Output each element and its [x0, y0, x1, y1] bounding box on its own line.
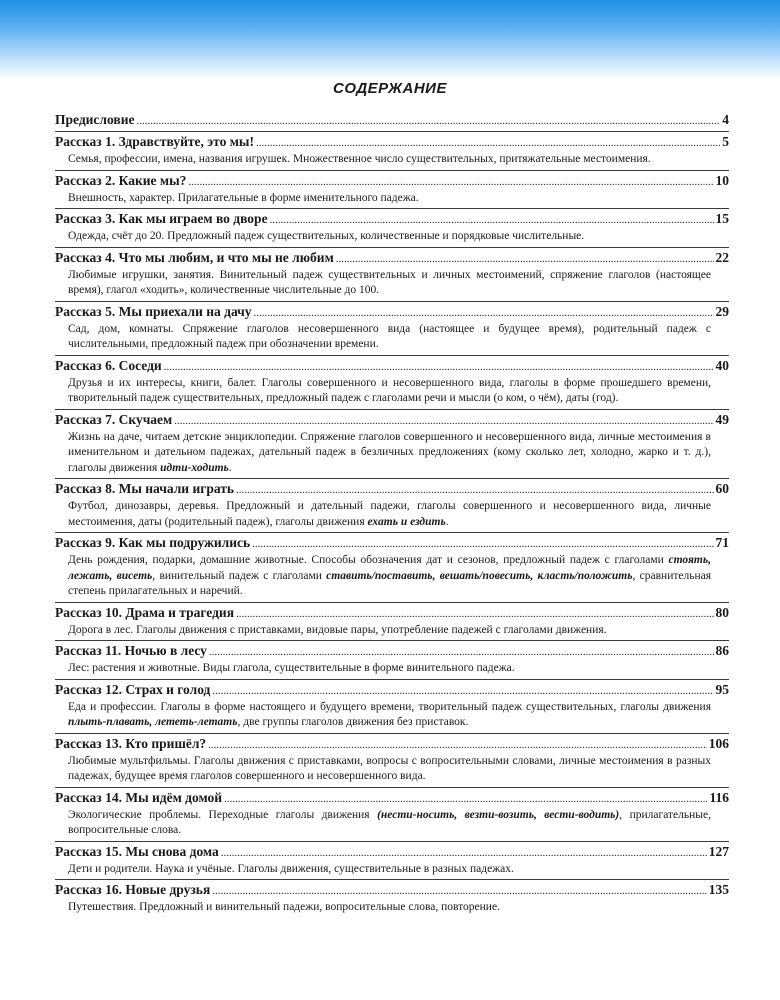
toc-entry-title[interactable]: Рассказ 12. Страх и голод: [55, 681, 211, 697]
toc-entry-title[interactable]: Рассказ 1. Здравствуйте, это мы!: [55, 134, 254, 149]
toc-entry-title[interactable]: Рассказ 5. Мы приехали на дачу: [55, 303, 252, 319]
toc-page-number: 15: [715, 211, 729, 226]
toc-entry-heading[interactable]: [55, 356, 729, 376]
toc-entry: [55, 734, 729, 788]
description-text: День рождения, подарки, домашние животные. Способы обозначения дат и сезонов, предложный падеж с глаголами: [68, 554, 669, 566]
toc-entry-heading[interactable]: [55, 603, 729, 623]
dot-leader: [164, 359, 714, 376]
toc-entry-title[interactable]: Рассказ 6. Соседи: [55, 357, 162, 373]
toc-page-number: 106: [708, 735, 729, 751]
dot-leader: [212, 683, 713, 700]
description-emphasis: идти-ходить: [160, 461, 229, 474]
description-text: , сравнительная степень прилагательных и наречий.: [68, 569, 712, 597]
toc-entry: [55, 248, 729, 302]
dot-leader: [336, 251, 714, 268]
toc-page-number: 40: [715, 357, 729, 373]
toc-entry-description: [55, 623, 729, 641]
toc-page-number: 5: [722, 134, 729, 149]
toc-entry-heading[interactable]: [55, 171, 729, 191]
toc-entry-description: [55, 322, 729, 355]
description-text: Экологические проблемы. Переходные глаголы движения: [68, 808, 378, 821]
dot-leader: [224, 791, 707, 808]
dot-leader: [256, 135, 720, 152]
toc-entry-description: [55, 661, 729, 679]
toc-entry-heading[interactable]: [55, 680, 729, 700]
toc-entry-title[interactable]: Рассказ 10. Драма и трагедия: [55, 604, 235, 620]
toc-entry-heading[interactable]: [55, 410, 729, 430]
description-text: Любимые игрушки, занятия. Винительный падеж существительных и личных местоимений, спряжение глаголов (настоящее время), глагол «ходить», количественные числительные до 100.: [68, 268, 711, 296]
toc-entry-description: [55, 553, 729, 602]
toc-entry: [55, 842, 729, 881]
toc-page-number: 116: [709, 789, 729, 805]
description-text: Путешествия. Предложный и винительный падежи, вопросительные слова, повторение.: [68, 901, 500, 913]
toc-page-number: 80: [715, 604, 729, 620]
toc-entry: [55, 410, 729, 480]
toc-page-number: 135: [708, 882, 729, 897]
toc-page-number: 71: [715, 535, 729, 550]
toc-entry-heading[interactable]: [55, 479, 729, 499]
toc-entry-description: [55, 268, 729, 301]
toc-entry-title[interactable]: Рассказ 7. Скучаем: [55, 411, 173, 427]
description-text: Любимые мультфильмы. Глаголы движения с приставками, вопросы с вопросительными словами, личные местоимения в разных падежах, будущее время глаголов совершенного и несовершенного вида.: [68, 754, 711, 782]
toc-entry-title[interactable]: Рассказ 2. Какие мы?: [55, 172, 187, 188]
description-text: Внешность, характер. Прилагательные в форме именительного падежа.: [68, 191, 419, 204]
toc-page-number: 22: [715, 249, 729, 265]
description-text: , две группы глаголов движения без приставок.: [237, 716, 469, 728]
toc-entry-description: [55, 862, 729, 880]
toc-entry: [55, 132, 729, 171]
toc-entry: [55, 302, 729, 356]
description-text: Дети и родители. Наука и учёные. Глаголы движения, существительные в разных падежах.: [68, 862, 514, 875]
toc-entry-title[interactable]: Рассказ 14. Мы идём домой: [55, 789, 223, 805]
toc-entry-heading[interactable]: [55, 132, 729, 152]
dot-leader: [209, 644, 714, 661]
dot-leader: [236, 606, 713, 623]
toc-page-number: 29: [715, 303, 729, 319]
toc-entry-title[interactable]: Предисловие: [55, 112, 135, 127]
toc-entry: [55, 479, 729, 533]
dot-leader: [188, 174, 713, 191]
dot-leader: [208, 737, 707, 754]
description-text: , прилагательные, вопросительные слова.: [68, 808, 711, 836]
toc-entry: [55, 356, 729, 410]
toc-entry-title[interactable]: Рассказ 4. Что мы любим, и что мы не любим: [55, 249, 334, 265]
description-text: Друзья и их интересы, книги, балет. Глаголы совершенного и несовершенного вида, глаголы в форме прошедшего времени, творительный падеж существительных, предложный падеж с глаголами речи и мысли (о ком, о чём), даты (год).: [68, 376, 711, 404]
toc-entry: [55, 533, 729, 603]
toc-page-number: 127: [708, 843, 729, 859]
toc-entry-heading[interactable]: [55, 641, 729, 661]
toc-page-number: 4: [722, 112, 729, 127]
description-text: Жизнь на даче, читаем детские энциклопедии. Спряжение глаголов совершенного и несовершенного вида, личные местоимения в именительном и дательном падежах, дательный падеж в безличных предложениях (кому сколько лет, холодно, жарко и т. д.), глаголы движения: [68, 430, 711, 474]
description-emphasis: плыть-плавать, лететь-летать: [68, 716, 238, 728]
toc-entry-heading[interactable]: [55, 842, 729, 862]
toc-entry-heading[interactable]: [55, 209, 729, 229]
dot-leader: [136, 113, 720, 130]
description-text: Футбол, динозавры, деревья. Предложный и дательный падежи, глаголы совершенного и несовершенного вида, личные местоимения, даты (родительный падеж), глаголы движения: [68, 500, 711, 528]
toc-entry: [55, 641, 729, 680]
toc-entry-description: [55, 430, 729, 479]
toc-entry: [55, 680, 729, 734]
toc-entry-title[interactable]: Рассказ 9. Как мы подружились: [55, 535, 251, 550]
toc-entry-heading[interactable]: [55, 788, 729, 808]
toc-entry-title[interactable]: Рассказ 3. Как мы играем во дворе: [55, 211, 268, 226]
description-text: .: [228, 461, 232, 474]
toc-entry: [55, 603, 729, 642]
toc-entry-description: [55, 900, 729, 918]
toc-entry-description: [55, 499, 729, 532]
dot-leader: [236, 482, 713, 499]
toc-entry-heading[interactable]: [55, 734, 729, 754]
dot-leader: [221, 845, 707, 862]
description-emphasis: ставить/поставить, вешать/повесить, класть/положить: [326, 569, 633, 582]
toc-entry-heading[interactable]: [55, 248, 729, 268]
dot-leader: [212, 883, 707, 900]
toc-entry: [55, 171, 729, 210]
toc-entry-description: [55, 754, 729, 787]
toc-entry-heading[interactable]: [55, 110, 729, 131]
page-header-band: [0, 0, 780, 80]
description-text: Еда и профессии. Глаголы в форме настоящего и будущего времени, творительный падеж существительных, глаголы движения: [68, 700, 711, 713]
toc-entry-description: [55, 376, 729, 409]
toc-entry-title[interactable]: Рассказ 11. Ночью в лесу: [55, 643, 207, 658]
toc-entry: [55, 209, 729, 248]
dot-leader: [252, 536, 713, 553]
description-text: Одежда, счёт до 20. Предложный падеж существительных, количественные и порядковые числительные.: [68, 230, 585, 242]
toc-entry-heading[interactable]: [55, 302, 729, 322]
description-emphasis: стоять, лежать, висеть: [68, 554, 711, 582]
description-text: Сад, дом, комнаты. Спряжение глаголов несовершенного вида (настоящее и будущее время), родительный падеж с числительными, предложный падеж при обозначении времени.: [68, 322, 711, 350]
toc-entry-title[interactable]: Рассказ 8. Мы начали играть: [55, 481, 235, 496]
toc-entry: [55, 788, 729, 842]
toc-entry: [55, 110, 729, 132]
description-emphasis: ехать и ездить: [367, 515, 446, 528]
table-of-contents: [55, 110, 729, 918]
toc-entry-heading[interactable]: [55, 533, 729, 553]
toc-entry-title[interactable]: Рассказ 15. Мы снова дома: [55, 843, 219, 859]
toc-entry-description: [55, 152, 729, 170]
toc-page-number: 86: [715, 643, 729, 658]
toc-entry-description: [55, 229, 729, 247]
toc-entry-description: [55, 700, 729, 733]
description-text: Семья, профессии, имена, названия игрушек. Множественное число существительных, притяжательные местоимения.: [68, 153, 651, 165]
toc-entry-title[interactable]: Рассказ 13. Кто пришёл?: [55, 735, 207, 751]
toc-page-number: 49: [715, 411, 729, 427]
toc-page-number: 10: [715, 172, 729, 188]
description-text: , винительный падеж с глаголами: [152, 569, 327, 582]
dot-leader: [270, 212, 714, 229]
toc-entry: [55, 880, 729, 918]
toc-entry-title[interactable]: Рассказ 16. Новые друзья: [55, 882, 211, 897]
description-text: .: [445, 515, 449, 528]
description-text: Лес: растения и животные. Виды глагола, существительные в форме винительного падежа.: [68, 662, 515, 674]
toc-entry-description: [55, 191, 729, 209]
toc-page-number: 60: [715, 481, 729, 496]
toc-entry-heading[interactable]: [55, 880, 729, 900]
description-emphasis: (нести-носить, везти-возить, вести-водить): [377, 808, 620, 821]
toc-entry-description: [55, 808, 729, 841]
toc-page-number: 95: [715, 681, 729, 697]
page-title: СОДЕРЖАНИЕ: [333, 80, 447, 97]
dot-leader: [174, 413, 713, 430]
description-text: Дорога в лес. Глаголы движения с приставками, видовые пары, употребление падежей с глаголами движения.: [68, 623, 607, 636]
dot-leader: [254, 305, 714, 322]
